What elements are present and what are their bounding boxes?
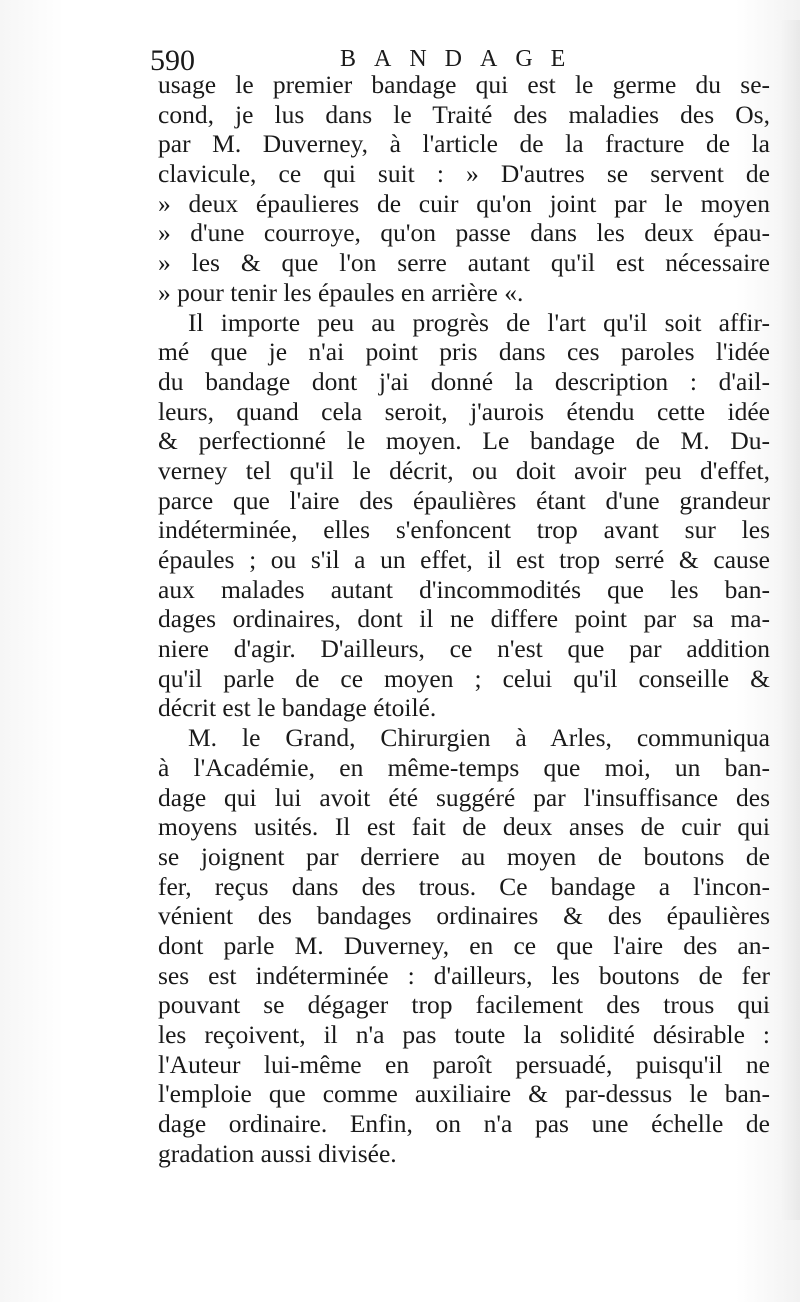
text-line: les reçoivent, il n'a pas toute la solidité désirable : xyxy=(158,1020,770,1049)
paragraph-start-line: M. le Grand, Chirurgien à Arles, communiqua xyxy=(188,723,770,753)
text-line: l'emploie que comme auxiliaire & par-dessus le ban- xyxy=(158,1079,770,1109)
text-line: se joignent par derriere au moyen de boutons de xyxy=(158,841,770,871)
text-line: à l'Académie, en même-temps que moi, un ban- xyxy=(158,752,770,782)
text-line: qu'il parle de ce moyen ; celui qu'il conseille & xyxy=(158,663,770,693)
text-line: décrit est le bandage étoilé. xyxy=(158,693,437,723)
text-line: moyens usités. Il est fait de deux anses de cuir qui xyxy=(158,812,770,842)
text-line: l'Auteur lui-même en paroît persuadé, puisqu'il ne xyxy=(158,1049,770,1079)
text-line: dages ordinaires, dont il ne differe point par sa ma- xyxy=(158,604,770,634)
text-line: & perfectionné le moyen. Le bandage de M. Du- xyxy=(158,426,770,456)
text-line: mé que je n'ai point pris dans ces paroles l'idée xyxy=(158,337,770,367)
text-line: verney tel qu'il le décrit, ou doit avoir peu d'effet, xyxy=(158,455,770,485)
text-line: niere d'agir. D'ailleurs, ce n'est que par addition xyxy=(158,634,770,664)
text-line: » les & que l'on serre autant qu'il est nécessaire xyxy=(158,248,770,278)
text-line: clavicule, ce qui suit : » D'autres se servent de xyxy=(158,159,770,189)
paragraph-start-line: Il importe peu au progrès de l'art qu'il soit affir- xyxy=(188,307,770,337)
text-line: dage qui lui avoit été suggéré par l'insuffisance des xyxy=(158,782,770,812)
text-line: leurs, quand cela seroit, j'aurois étendu cette idée xyxy=(158,396,770,426)
text-line: vénient des bandages ordinaires & des épaulières xyxy=(158,901,770,931)
text-line: ses est indéterminée : d'ailleurs, les boutons de fer xyxy=(158,960,770,990)
text-line: fer, reçus dans des trous. Ce bandage a l'incon- xyxy=(158,871,770,901)
text-line: » deux épaulieres de cuir qu'on joint par le moyen xyxy=(158,188,770,218)
text-line: parce que l'aire des épaulières étant d'une grandeur xyxy=(158,485,770,515)
running-head: BANDAGE xyxy=(340,46,584,72)
text-line: » d'une courroye, qu'on passe dans les deux épau- xyxy=(158,218,770,248)
text-line: par M. Duverney, à l'article de la fracture de la xyxy=(158,129,770,159)
text-line: dage ordinaire. Enfin, on n'a pas une échelle de xyxy=(158,1109,770,1139)
text-line: aux malades autant d'incommodités que les ban- xyxy=(158,574,770,604)
text-line: » pour tenir les épaules en arrière «. xyxy=(158,277,524,307)
text-line: indéterminée, elles s'enfoncent trop avant sur les xyxy=(158,515,770,545)
text-line: dont parle M. Duverney, en ce que l'aire des an- xyxy=(158,930,770,960)
text-line: usage le premier bandage qui est le germe du se- xyxy=(158,70,770,99)
page-number: 590 xyxy=(150,44,195,77)
text-line: épaules ; ou s'il a un effet, il est trop serré & cause xyxy=(158,545,770,574)
text-line: gradation aussi divisée. xyxy=(158,1138,397,1168)
body-text xyxy=(158,70,770,1168)
page-edge-shadow xyxy=(780,20,800,1220)
text-line: pouvant se dégager trop facilement des trous qui xyxy=(158,990,770,1020)
text-line: cond, je lus dans le Traité des maladies des Os, xyxy=(158,99,770,129)
text-line: du bandage dont j'ai donné la description : d'ail- xyxy=(158,366,770,396)
